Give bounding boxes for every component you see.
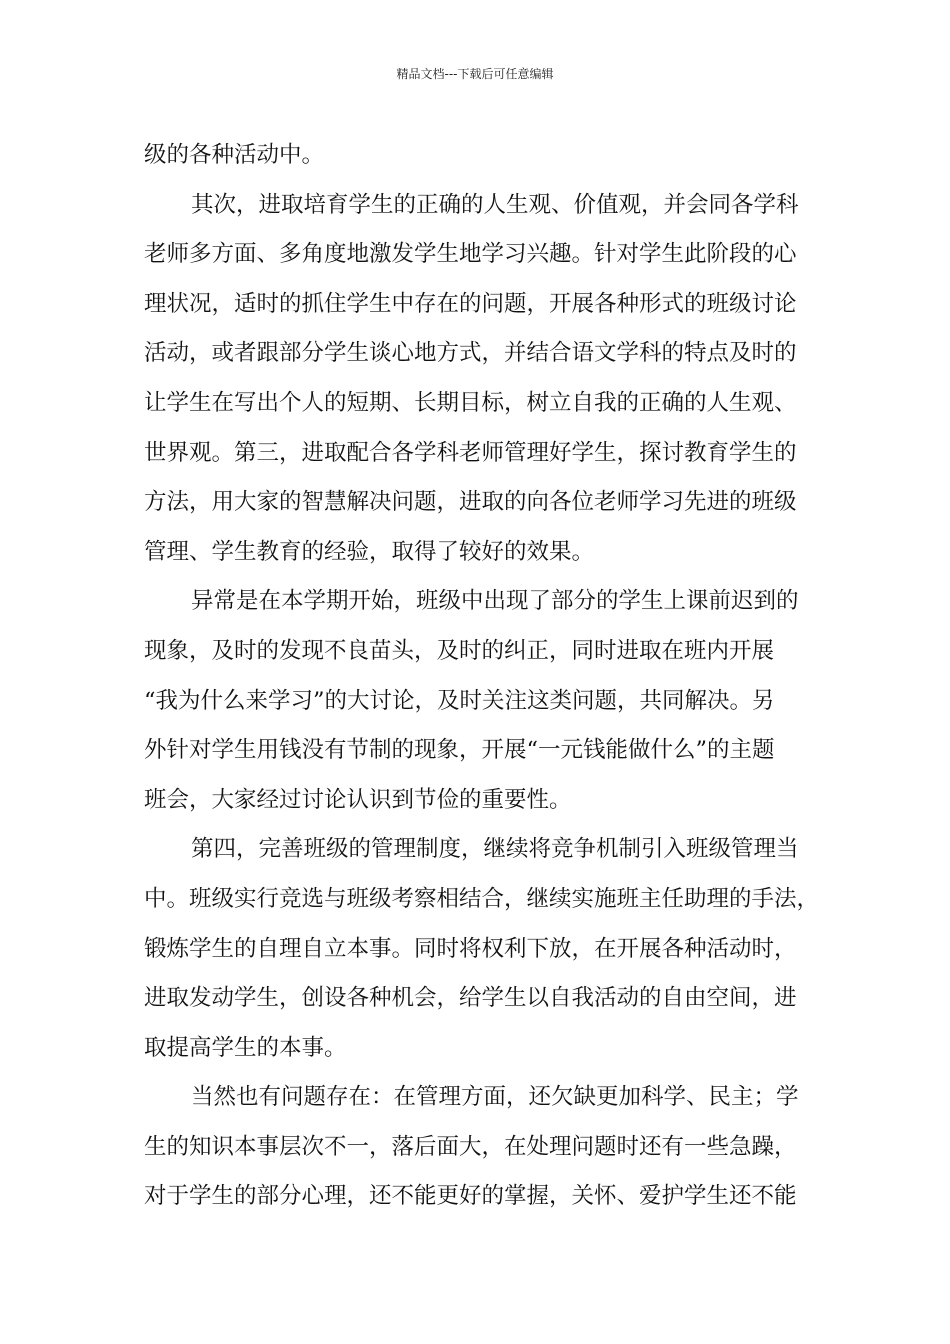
text-line: 理状况，适时的抓住学生中存在的问题，开展各种形式的班级讨论 — [144, 290, 797, 317]
text-line: 让学生在写出个人的短期、长期目标，树立自我的正确的人生观、 — [144, 389, 797, 416]
text-line: 异常是在本学期开始，班级中出现了部分的学生上课前迟到的 — [191, 588, 799, 615]
text-line: 世界观。第三，进取配合各学科老师管理好学生，探讨教育学生的 — [144, 439, 797, 466]
paragraph — [144, 181, 824, 578]
text-line: 进取发动学生，创设各种机会，给学生以自我活动的自由空间，进 — [144, 985, 797, 1012]
paragraph — [144, 131, 824, 181]
text-line: 取提高学生的本事。 — [144, 1034, 347, 1061]
text-line: 活动，或者跟部分学生谈心地方式，并结合语文学科的特点及时的 — [144, 340, 797, 367]
text-line: 锻炼学生的自理自立本事。同时将权利下放，在开展各种活动时， — [144, 935, 797, 962]
page-header: 精品文档---下载后可任意编辑 — [396, 67, 554, 81]
text-line: 生的知识本事层次不一，落后面大，在处理问题时还有一些急躁， — [144, 1133, 797, 1160]
paragraph — [144, 1073, 824, 1222]
paragraph — [144, 825, 824, 1073]
paragraph — [144, 577, 824, 825]
text-line: 中。班级实行竞选与班级考察相结合，继续实施班主任助理的手法， — [144, 885, 820, 912]
text-line: “我为什么来学习”的大讨论，及时关注这类问题，共同解决。另 — [144, 687, 775, 714]
text-line: 管理、学生教育的经验，取得了较好的效果。 — [144, 538, 595, 565]
text-line: 其次，进取培育学生的正确的人生观、价值观，并会同各学科 — [191, 191, 799, 218]
text-line: 第四，完善班级的管理制度，继续将竞争机制引入班级管理当 — [191, 836, 799, 863]
text-line: 外针对学生用钱没有节制的现象，开展“一元钱能做什么”的主题 — [144, 737, 775, 764]
text-line: 现象，及时的发现不良苗头，及时的纠正，同时进取在班内开展 — [144, 637, 775, 664]
text-line: 方法，用大家的智慧解决问题，进取的向各位老师学习先进的班级 — [144, 489, 797, 516]
text-line: 老师多方面、多角度地激发学生地学习兴趣。针对学生此阶段的心 — [144, 241, 797, 268]
document-body — [144, 131, 824, 1222]
text-line: 班会，大家经过讨论认识到节俭的重要性。 — [144, 786, 572, 813]
text-line: 对于学生的部分心理，还不能更好的掌握，关怀、爱护学生还不能 — [144, 1183, 797, 1210]
text-line: 级的各种活动中。 — [144, 142, 325, 168]
text-line: 当然也有问题存在：在管理方面，还欠缺更加科学、民主；学 — [191, 1084, 799, 1111]
